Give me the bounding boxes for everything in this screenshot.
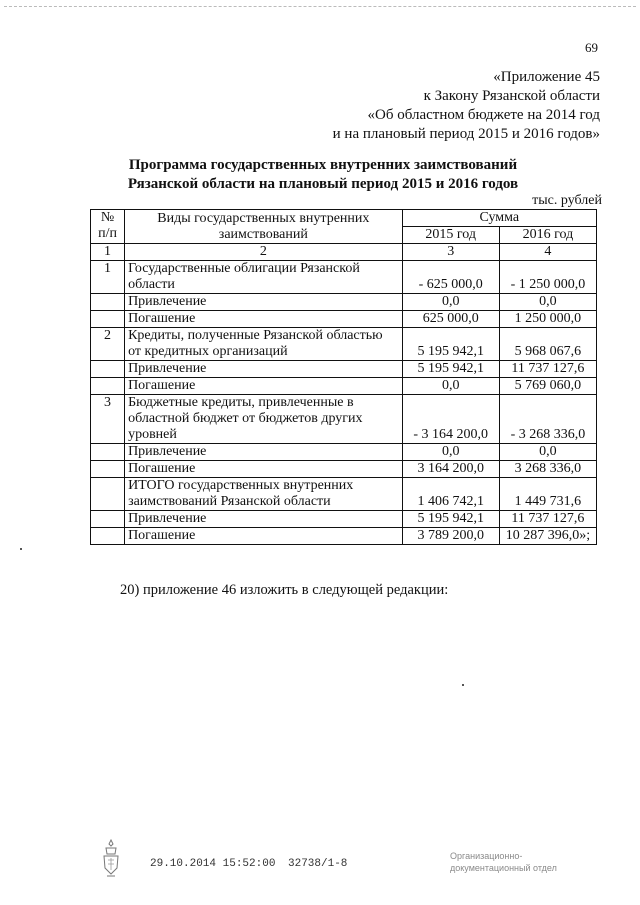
footer-department-line-1: Организационно- bbox=[450, 851, 523, 861]
units-label: тыс. рублей bbox=[532, 193, 602, 208]
row-value-2015: 5 195 942,1 bbox=[402, 361, 499, 378]
row-num bbox=[91, 444, 125, 461]
row-value-2015: 3 164 200,0 bbox=[402, 461, 499, 478]
total-sub-value-2016: 11 737 127,6 bbox=[499, 511, 596, 528]
header-2015: 2015 год bbox=[402, 227, 499, 244]
appendix-line-4: и на плановый период 2015 и 2016 годов» bbox=[332, 126, 600, 142]
row-num: 1 bbox=[91, 261, 125, 294]
row-name: Погашение bbox=[125, 378, 403, 395]
title-line-1: Программа государственных внутренних заимствований bbox=[128, 157, 518, 173]
row-num bbox=[91, 311, 125, 328]
footer-department bbox=[450, 850, 557, 874]
row-name: Привлечение bbox=[125, 294, 403, 311]
total-sub-name: Привлечение bbox=[125, 511, 403, 528]
appendix-line-2: к Закону Рязанской области bbox=[423, 88, 600, 104]
total-sub-value-2015: 5 195 942,1 bbox=[402, 511, 499, 528]
table-row bbox=[91, 294, 597, 311]
scan-speck bbox=[20, 548, 22, 550]
footer-timestamp: 29.10.2014 15:52:00 bbox=[150, 858, 276, 870]
row-value-2016: 11 737 127,6 bbox=[499, 361, 596, 378]
row-value-2015: 625 000,0 bbox=[402, 311, 499, 328]
footer-registration-number: 32738/1-8 bbox=[288, 858, 348, 870]
row-num bbox=[91, 294, 125, 311]
table-row bbox=[91, 311, 597, 328]
total-sub-value-2016: 10 287 396,0»; bbox=[499, 528, 596, 545]
total-name: ИТОГО государственных внутренних заимствований Рязанской области bbox=[125, 478, 403, 511]
table-row bbox=[91, 461, 597, 478]
row-value-2015: 0,0 bbox=[402, 294, 499, 311]
row-value-2016: 3 268 336,0 bbox=[499, 461, 596, 478]
index-cell: 2 bbox=[125, 244, 403, 261]
row-value-2015: 0,0 bbox=[402, 378, 499, 395]
row-num: 2 bbox=[91, 328, 125, 361]
total-num bbox=[91, 478, 125, 511]
index-row bbox=[91, 244, 597, 261]
header-row bbox=[91, 210, 597, 227]
header-name: Виды государственных внутренних заимствований bbox=[125, 210, 403, 244]
row-value-2015: 0,0 bbox=[402, 444, 499, 461]
row-num bbox=[91, 378, 125, 395]
top-edge-line bbox=[4, 6, 636, 7]
index-cell: 4 bbox=[499, 244, 596, 261]
row-value-2015: 5 195 942,1 bbox=[402, 328, 499, 361]
table-row bbox=[91, 328, 597, 361]
table-row bbox=[91, 361, 597, 378]
table-row bbox=[91, 444, 597, 461]
row-value-2016: 0,0 bbox=[499, 294, 596, 311]
page-number: 69 bbox=[585, 40, 598, 55]
scan-speck bbox=[462, 684, 464, 686]
coat-of-arms-stamp-icon bbox=[100, 838, 122, 880]
row-value-2016: - 3 268 336,0 bbox=[499, 395, 596, 444]
row-value-2016: 5 769 060,0 bbox=[499, 378, 596, 395]
row-name: Бюджетные кредиты, привлеченные в областной бюджет от бюджетов других уровней bbox=[125, 395, 403, 444]
header-num: № п/п bbox=[91, 210, 125, 244]
row-num: 3 bbox=[91, 395, 125, 444]
title-line-2: Рязанской области на плановый период 2015 и 2016 годов bbox=[127, 176, 519, 192]
index-cell: 1 bbox=[91, 244, 125, 261]
total-sub-num bbox=[91, 511, 125, 528]
index-cell: 3 bbox=[402, 244, 499, 261]
table-row bbox=[91, 395, 597, 444]
row-value-2015: - 625 000,0 bbox=[402, 261, 499, 294]
row-num bbox=[91, 361, 125, 378]
borrowing-table bbox=[90, 209, 597, 545]
table-row bbox=[91, 261, 597, 294]
total-sub-row bbox=[91, 528, 597, 545]
total-value-2015: 1 406 742,1 bbox=[402, 478, 499, 511]
total-sub-row bbox=[91, 511, 597, 528]
row-name: Привлечение bbox=[125, 444, 403, 461]
header-2016: 2016 год bbox=[499, 227, 596, 244]
row-value-2016: 0,0 bbox=[499, 444, 596, 461]
row-name: Погашение bbox=[125, 461, 403, 478]
row-name: Кредиты, полученные Рязанской областью от кредитных организаций bbox=[125, 328, 403, 361]
document-title bbox=[40, 156, 606, 194]
amendment-text: 20) приложение 46 изложить в следующей редакции: bbox=[120, 582, 449, 598]
total-sub-name: Погашение bbox=[125, 528, 403, 545]
table-row bbox=[91, 378, 597, 395]
header-sum: Сумма bbox=[402, 210, 596, 227]
total-value-2016: 1 449 731,6 bbox=[499, 478, 596, 511]
total-row bbox=[91, 478, 597, 511]
appendix-line-1: «Приложение 45 bbox=[493, 69, 600, 85]
row-value-2015: - 3 164 200,0 bbox=[402, 395, 499, 444]
total-sub-num bbox=[91, 528, 125, 545]
row-value-2016: 1 250 000,0 bbox=[499, 311, 596, 328]
row-value-2016: 5 968 067,6 bbox=[499, 328, 596, 361]
footer-department-line-2: документационный отдел bbox=[450, 863, 557, 873]
row-name: Привлечение bbox=[125, 361, 403, 378]
appendix-line-3: «Об областном бюджете на 2014 год bbox=[367, 107, 600, 123]
row-value-2016: - 1 250 000,0 bbox=[499, 261, 596, 294]
appendix-header bbox=[333, 68, 600, 144]
row-num bbox=[91, 461, 125, 478]
total-sub-value-2015: 3 789 200,0 bbox=[402, 528, 499, 545]
row-name: Погашение bbox=[125, 311, 403, 328]
row-name: Государственные облигации Рязанской области bbox=[125, 261, 403, 294]
